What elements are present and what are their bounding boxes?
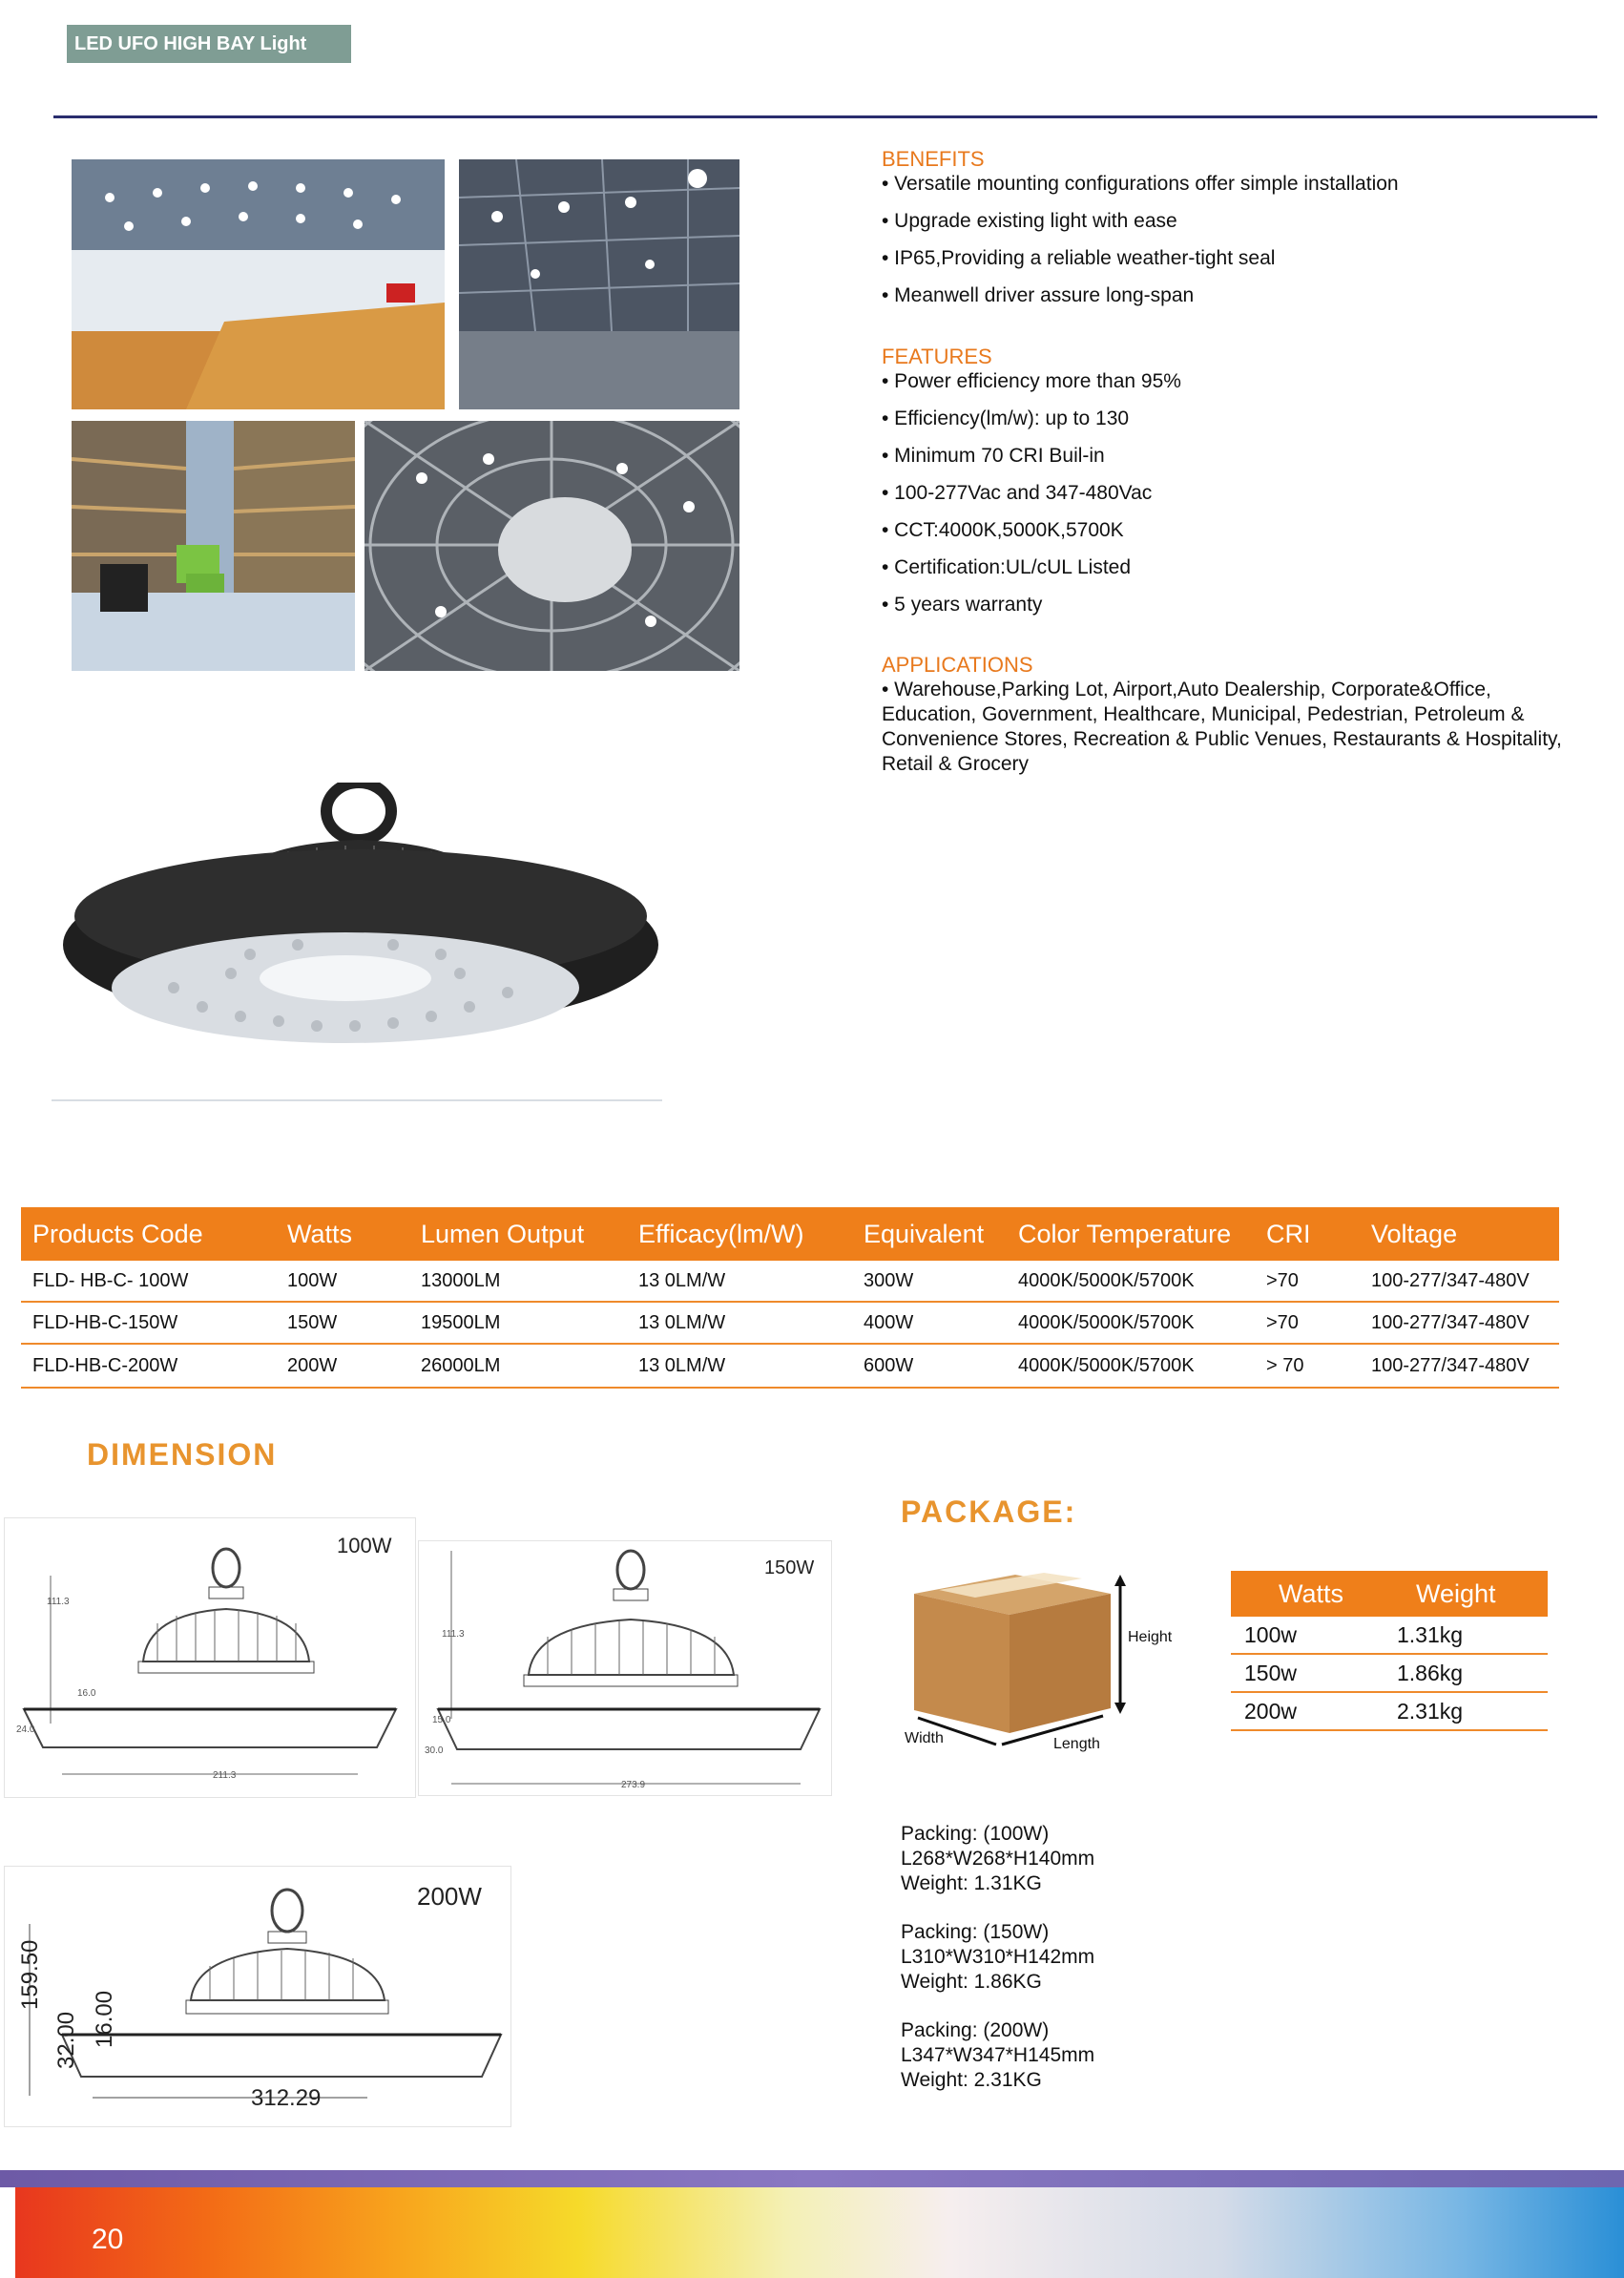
box-label-width: Width (905, 1730, 944, 1746)
footer-stripe (0, 2170, 1624, 2187)
benefit-item: • IP65,Providing a reliable weather-tight seal (882, 247, 1276, 269)
cell: 4000K/5000K/5700K (1018, 1354, 1195, 1376)
box-label-length: Length (1053, 1736, 1100, 1752)
box-label-height: Height (1128, 1629, 1173, 1645)
packing-block-100w (901, 1822, 1378, 1896)
cell: > 70 (1266, 1354, 1304, 1376)
cell: 19500LM (421, 1311, 501, 1333)
packing-block-150w (901, 1920, 1378, 1995)
cell: FLD- HB-C- 100W (32, 1269, 189, 1291)
benefits-section (882, 147, 1588, 321)
package-title: PACKAGE: (901, 1494, 1077, 1529)
cell: 100-277/347-480V (1371, 1354, 1530, 1376)
photo-warehouse (72, 421, 355, 671)
cell: 13 0LM/W (638, 1269, 726, 1291)
col-header: Watts (287, 1219, 353, 1248)
applications-section (882, 653, 1588, 777)
cell: 600W (864, 1354, 914, 1376)
applications-title: APPLICATIONS (882, 653, 1033, 677)
divider (52, 1099, 662, 1101)
dim-base: 30.0 (425, 1745, 444, 1756)
packing-block-200w (901, 2018, 1378, 2093)
drawing-label: 100W (337, 1534, 392, 1557)
cell: 400W (864, 1311, 914, 1333)
header-rule (53, 115, 1597, 118)
cell: FLD-HB-C-150W (32, 1311, 178, 1333)
benefit-item: • Upgrade existing light with ease (882, 210, 1177, 232)
benefits-title: BENEFITS (882, 147, 985, 171)
col-header: Weight (1416, 1578, 1496, 1608)
photo-factory (459, 159, 739, 409)
weights-table (1231, 1571, 1548, 1731)
footer-band (15, 2187, 1624, 2278)
packing-dims: L347*W347*H145mm (901, 2044, 1095, 2066)
features-title: FEATURES (882, 345, 992, 368)
packing-weight: Weight: 1.31KG (901, 1872, 1042, 1894)
weights-table-header (1231, 1571, 1548, 1617)
features-section (882, 345, 1588, 630)
cell: 13 0LM/W (638, 1311, 726, 1333)
col-header: Color Temperature (1018, 1219, 1232, 1248)
cell: 100w (1244, 1621, 1297, 1647)
cell: 100-277/347-480V (1371, 1269, 1530, 1291)
dim-base: 32.00 (53, 2011, 79, 2069)
cell: 2.31kg (1397, 1698, 1464, 1724)
spec-table-header (21, 1207, 1559, 1261)
package-box-illustration (901, 1565, 1187, 1756)
dim-width: 312.29 (251, 2085, 322, 2111)
applications-text: • Warehouse,Parking Lot, Airport,Auto Dealership, Corporate&Office, Education, Government, Healthcare, Municipal, Pedestrian, Petroleum & Convenience Stores, Recreation & Public Venues, Restaurants & Hospitality, Retail & Grocery (882, 679, 1562, 775)
dim-top: 16.00 (92, 1990, 117, 2048)
feature-item: • 100-277Vac and 347-480Vac (882, 482, 1153, 504)
feature-item: • Certification:UL/cUL Listed (882, 556, 1132, 578)
packing-dims: L310*W310*H142mm (901, 1946, 1095, 1968)
dimension-title: DIMENSION (87, 1437, 278, 1472)
col-header: Voltage (1371, 1219, 1458, 1248)
packing-title: Packing: (100W) (901, 1823, 1050, 1845)
cell: 13 0LM/W (638, 1354, 726, 1376)
packing-title: Packing: (200W) (901, 2019, 1050, 2041)
cell: 200w (1244, 1698, 1297, 1724)
feature-item: • 5 years warranty (882, 594, 1043, 616)
feature-item: • Power efficiency more than 95% (882, 370, 1181, 392)
packing-weight: Weight: 2.31KG (901, 2069, 1042, 2091)
cell: 200W (287, 1354, 338, 1376)
table-row (1231, 1693, 1548, 1731)
feature-item: • Efficiency(lm/w): up to 130 (882, 408, 1130, 429)
header-tag: LED UFO HIGH BAY Light (67, 25, 351, 63)
table-row (1231, 1655, 1548, 1693)
drawing-label: 200W (417, 1882, 482, 1911)
cell: 4000K/5000K/5700K (1018, 1311, 1195, 1333)
col-header: Efficacy(lm/W) (638, 1219, 804, 1248)
cell: 13000LM (421, 1269, 501, 1291)
product-image (59, 783, 670, 1069)
dim-height: 159.50 (17, 1939, 43, 2010)
benefit-item: • Versatile mounting configurations offer simple installation (882, 173, 1399, 195)
cell: >70 (1266, 1311, 1299, 1333)
col-header: Products Code (32, 1219, 203, 1248)
dim-base: 24.0 (16, 1724, 35, 1735)
cell: 300W (864, 1269, 914, 1291)
cell: 1.31kg (1397, 1621, 1464, 1647)
dimension-drawing-150w (418, 1540, 832, 1796)
table-row (1231, 1617, 1548, 1655)
dim-top: 16.0 (77, 1688, 96, 1699)
packing-dims: L268*W268*H140mm (901, 1848, 1095, 1870)
cell: 150w (1244, 1660, 1297, 1685)
cell: 100-277/347-480V (1371, 1311, 1530, 1333)
table-row (21, 1261, 1559, 1303)
table-row (21, 1303, 1559, 1345)
photo-gymnasium (72, 159, 445, 409)
cell: >70 (1266, 1269, 1299, 1291)
dim-width: 211.3 (213, 1770, 237, 1781)
dimension-drawing-100w (4, 1517, 416, 1798)
dim-top: 15.0 (432, 1715, 451, 1725)
cell: 100W (287, 1269, 338, 1291)
spec-table (21, 1207, 1559, 1389)
packing-weight: Weight: 1.86KG (901, 1971, 1042, 1993)
cell: 4000K/5000K/5700K (1018, 1269, 1195, 1291)
cell: 26000LM (421, 1354, 501, 1376)
feature-item: • CCT:4000K,5000K,5700K (882, 519, 1124, 541)
col-header: Equivalent (864, 1219, 985, 1248)
table-row (21, 1345, 1559, 1389)
dim-height: 111.3 (442, 1629, 465, 1640)
drawing-label: 150W (764, 1557, 815, 1578)
dim-height: 111.3 (47, 1597, 70, 1607)
cell: FLD-HB-C-200W (32, 1354, 178, 1376)
col-header: CRI (1266, 1219, 1311, 1248)
packing-title: Packing: (150W) (901, 1921, 1050, 1943)
benefit-item: • Meanwell driver assure long-span (882, 284, 1195, 306)
col-header: Watts (1279, 1578, 1344, 1608)
feature-item: • Minimum 70 CRI Buil-in (882, 445, 1105, 467)
page-number: 20 (92, 2224, 124, 2255)
dimension-drawing-200w (4, 1866, 511, 2127)
col-header: Lumen Output (421, 1219, 585, 1248)
photo-dome (364, 421, 739, 671)
cell: 1.86kg (1397, 1660, 1464, 1685)
cell: 150W (287, 1311, 338, 1333)
dim-width: 273.9 (621, 1780, 646, 1790)
